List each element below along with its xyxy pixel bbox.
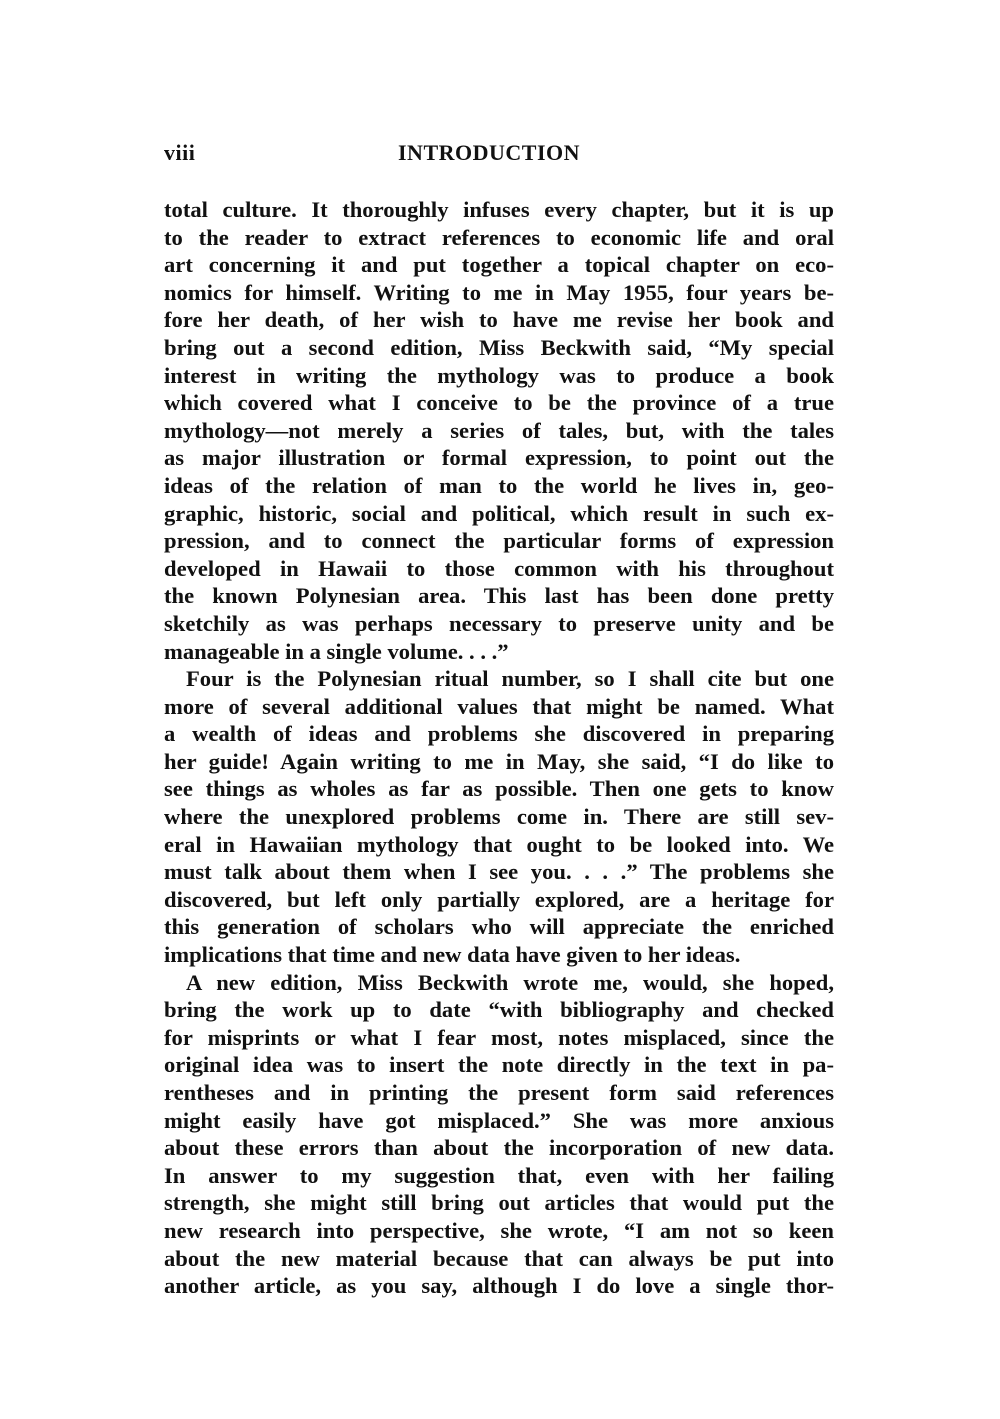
text-line: this generation of scholars who will appreciate the enriched [164,914,834,940]
page-header [164,140,834,170]
text-line: discovered, but left only partially explored, are a heritage for [164,886,834,912]
page-number: viii [164,140,196,165]
text-line: Four is the Polynesian ritual number, so I shall cite but one [186,666,834,692]
text-line: ideas of the relation of man to the world he lives in, geo- [164,472,834,498]
text-line: where the unexplored problems come in. There are still sev- [164,804,834,830]
text-line: rentheses and in printing the present form said references [164,1080,834,1105]
text-line: bring the work up to date “with bibliography and checked [164,997,834,1023]
text-line: pression, and to connect the particular forms of expression [164,528,834,554]
text-line: graphic, historic, social and political, which result in such ex- [164,500,834,526]
text-line: which covered what I conceive to be the province of a true [164,390,834,416]
text-line: sketchily as was perhaps necessary to preserve unity and be [164,610,834,636]
text-line: original idea was to insert the note directly in the text in pa- [164,1052,834,1078]
text-line: fore her death, of her wish to have me revise her book and [164,307,834,333]
body-text [164,196,834,1300]
text-line: developed in Hawaii to those common with his throughout [164,555,834,581]
text-line: A new edition, Miss Beckwith wrote me, would, she hoped, [186,969,834,995]
text-line: eral in Hawaiian mythology that ought to be looked into. We [164,831,834,857]
text-line: In answer to my suggestion that, even with her failing [164,1162,834,1188]
text-line: mythology—not merely a series of tales, but, with the tales [164,417,834,443]
text-line: might easily have got misplaced.” She was more anxious [164,1107,834,1133]
text-line: art concerning it and put together a topical chapter on eco- [164,252,834,278]
text-line: about the new material because that can always be put into [164,1245,834,1271]
text-line: implications that time and new data have given to her ideas. [164,942,741,968]
text-line: more of several additional values that might be named. What [164,693,834,719]
text-line: her guide! Again writing to me in May, she said, “I do like to [164,748,834,774]
text-line: interest in writing the mythology was to produce a book [164,362,834,388]
text-line: see things as wholes as far as possible. Then one gets to know [164,776,834,802]
text-line: total culture. It thoroughly infuses every chapter, but it is up [164,197,834,222]
text-line: new research into perspective, she wrote, “I am not so keen [164,1217,834,1243]
text-line: strength, she might still bring out articles that would put the [164,1190,834,1216]
text-line: another article, as you say, although I do love a single thor- [164,1273,834,1299]
text-line: manageable in a single volume. . . .” [164,638,509,664]
text-line: as major illustration or formal expression, to point out the [164,445,834,471]
text-line: about these errors than about the incorporation of new data. [164,1135,834,1161]
text-line: a wealth of ideas and problems she discovered in preparing [164,721,834,747]
text-line: the known Polynesian area. This last has been done pretty [164,583,834,609]
text-line: must talk about them when I see you. . . .” The problems she [164,859,834,885]
running-head: INTRODUCTION [398,140,581,165]
text-line: for misprints or what I fear most, notes misplaced, since the [164,1024,834,1050]
text-line: nomics for himself. Writing to me in May 1955, four years be- [164,279,834,305]
text-line: bring out a second edition, Miss Beckwith said, “My special [164,334,834,360]
text-line: to the reader to extract references to economic life and oral [164,224,834,250]
